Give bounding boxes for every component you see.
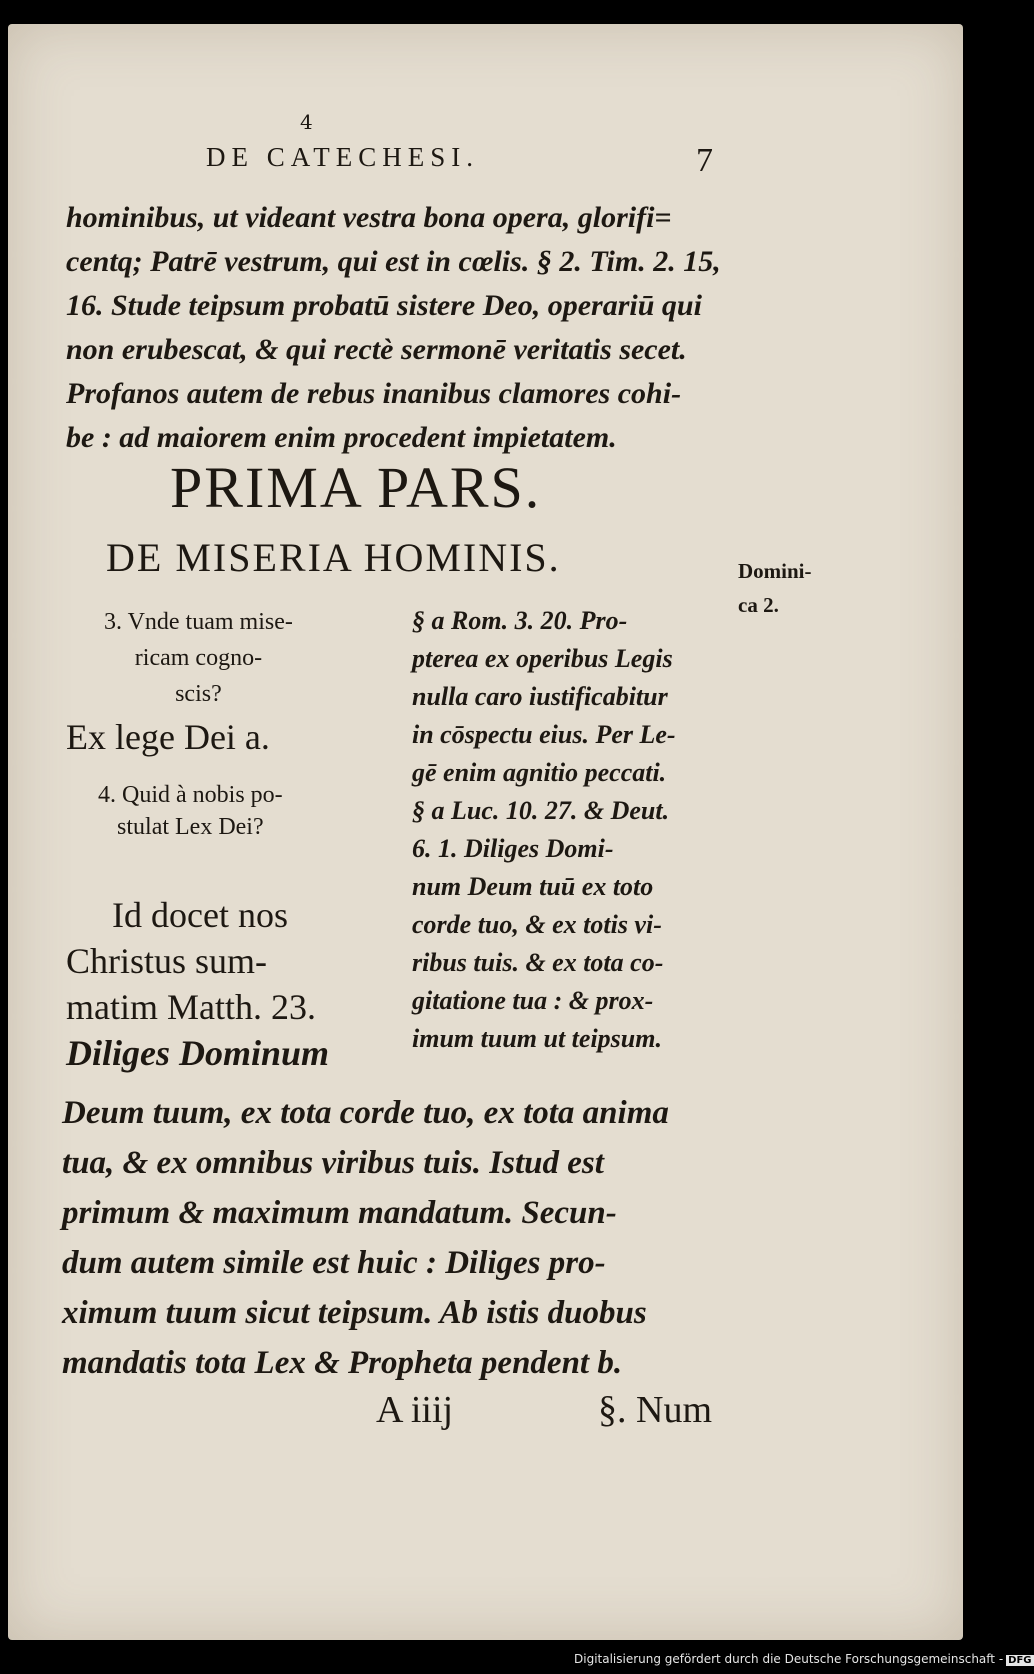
dfg-logo: DFG bbox=[1008, 1655, 1032, 1666]
text-line: Deum tuum, ex tota corde tuo, ex tota anima bbox=[62, 1095, 669, 1131]
text-line: tua, & ex omnibus viribus tuis. Istud est bbox=[62, 1145, 604, 1181]
text-line: num Deum tuū ex toto bbox=[412, 872, 654, 901]
text-line: dum autem simile est huic : Diliges pro- bbox=[62, 1245, 606, 1281]
question-4 bbox=[98, 779, 283, 843]
text-line: Id docet nos bbox=[112, 895, 288, 935]
text-line: matim Matth. 23. bbox=[66, 987, 316, 1027]
catchword: §. Num bbox=[598, 1389, 712, 1431]
text-line: hominibus, ut videant vestra bona opera, glorifi= bbox=[66, 201, 672, 234]
margin-note-line: ca 2. bbox=[738, 593, 779, 617]
intro-text bbox=[66, 196, 721, 460]
text-line: centq; Patrē vestrum, qui est in cœlis. § 2. Tim. 2. 15, bbox=[66, 245, 721, 278]
main-text bbox=[62, 1088, 669, 1388]
text-line: ricam cogno- bbox=[134, 645, 263, 671]
text-line: ximum tuum sicut teipsum. Ab istis duobus bbox=[62, 1295, 647, 1331]
signature-mark: A iiij bbox=[376, 1389, 454, 1431]
text-line: ribus tuis. & ex tota co- bbox=[412, 948, 664, 977]
text-line: gē enim agnitio peccati. bbox=[412, 758, 667, 787]
page-mark: 4 bbox=[300, 110, 313, 134]
text-line: Profanos autem de rebus inanibus clamores cohi- bbox=[66, 377, 682, 410]
scripture-references bbox=[412, 602, 676, 1058]
text-line: § a Luc. 10. 27. & Deut. bbox=[412, 796, 670, 825]
text-line: corde tuo, & ex totis vi- bbox=[412, 910, 662, 939]
text-line: § a Rom. 3. 20. Pro- bbox=[412, 606, 628, 635]
text-line: 16. Stude teipsum probatū sistere Deo, operariū qui bbox=[66, 289, 702, 322]
text-line: nulla caro iustificabitur bbox=[412, 682, 668, 711]
book-page bbox=[8, 24, 963, 1640]
text-line: stulat Lex Dei? bbox=[117, 814, 264, 840]
text-line: scis? bbox=[175, 681, 222, 707]
footer-text: Digitalisierung gefördert durch die Deutsche Forschungsgemeinschaft - bbox=[574, 1652, 1004, 1666]
question-3 bbox=[104, 604, 293, 712]
answer-4 bbox=[66, 892, 329, 1076]
text-line: gitatione tua : & prox- bbox=[412, 986, 654, 1015]
text-line: Christus sum- bbox=[66, 941, 268, 981]
text-line: non erubescat, & qui rectè sermonē veritatis secet. bbox=[66, 333, 687, 366]
running-head: DE CATECHESI. bbox=[206, 142, 479, 172]
text-line: 4. Quid à nobis po- bbox=[98, 782, 283, 808]
margin-note-line: Domini- bbox=[738, 559, 812, 583]
text-line: 6. 1. Diliges Domi- bbox=[412, 834, 614, 863]
text-line: be : ad maiorem enim procedent impietatem. bbox=[66, 421, 617, 454]
text-line: 3. Vnde tuam mise- bbox=[104, 609, 293, 635]
section-subtitle: DE MISERIA HOMINIS. bbox=[106, 535, 561, 580]
digitization-footer bbox=[574, 1652, 1034, 1666]
text-line: mandatis tota Lex & Propheta pendent b. bbox=[62, 1345, 623, 1381]
text-line: Diliges Dominum bbox=[66, 1033, 330, 1073]
text-line: primum & maximum mandatum. Secun- bbox=[62, 1195, 617, 1231]
answer-3: Ex lege Dei a. bbox=[66, 717, 270, 757]
page-number: 7 bbox=[696, 142, 713, 179]
text-line: pterea ex operibus Legis bbox=[412, 644, 673, 673]
text-line: imum tuum ut teipsum. bbox=[412, 1024, 662, 1053]
text-line: in cōspectu eius. Per Le- bbox=[412, 720, 676, 749]
margin-note bbox=[738, 554, 812, 622]
section-title: PRIMA PARS. bbox=[170, 455, 542, 520]
